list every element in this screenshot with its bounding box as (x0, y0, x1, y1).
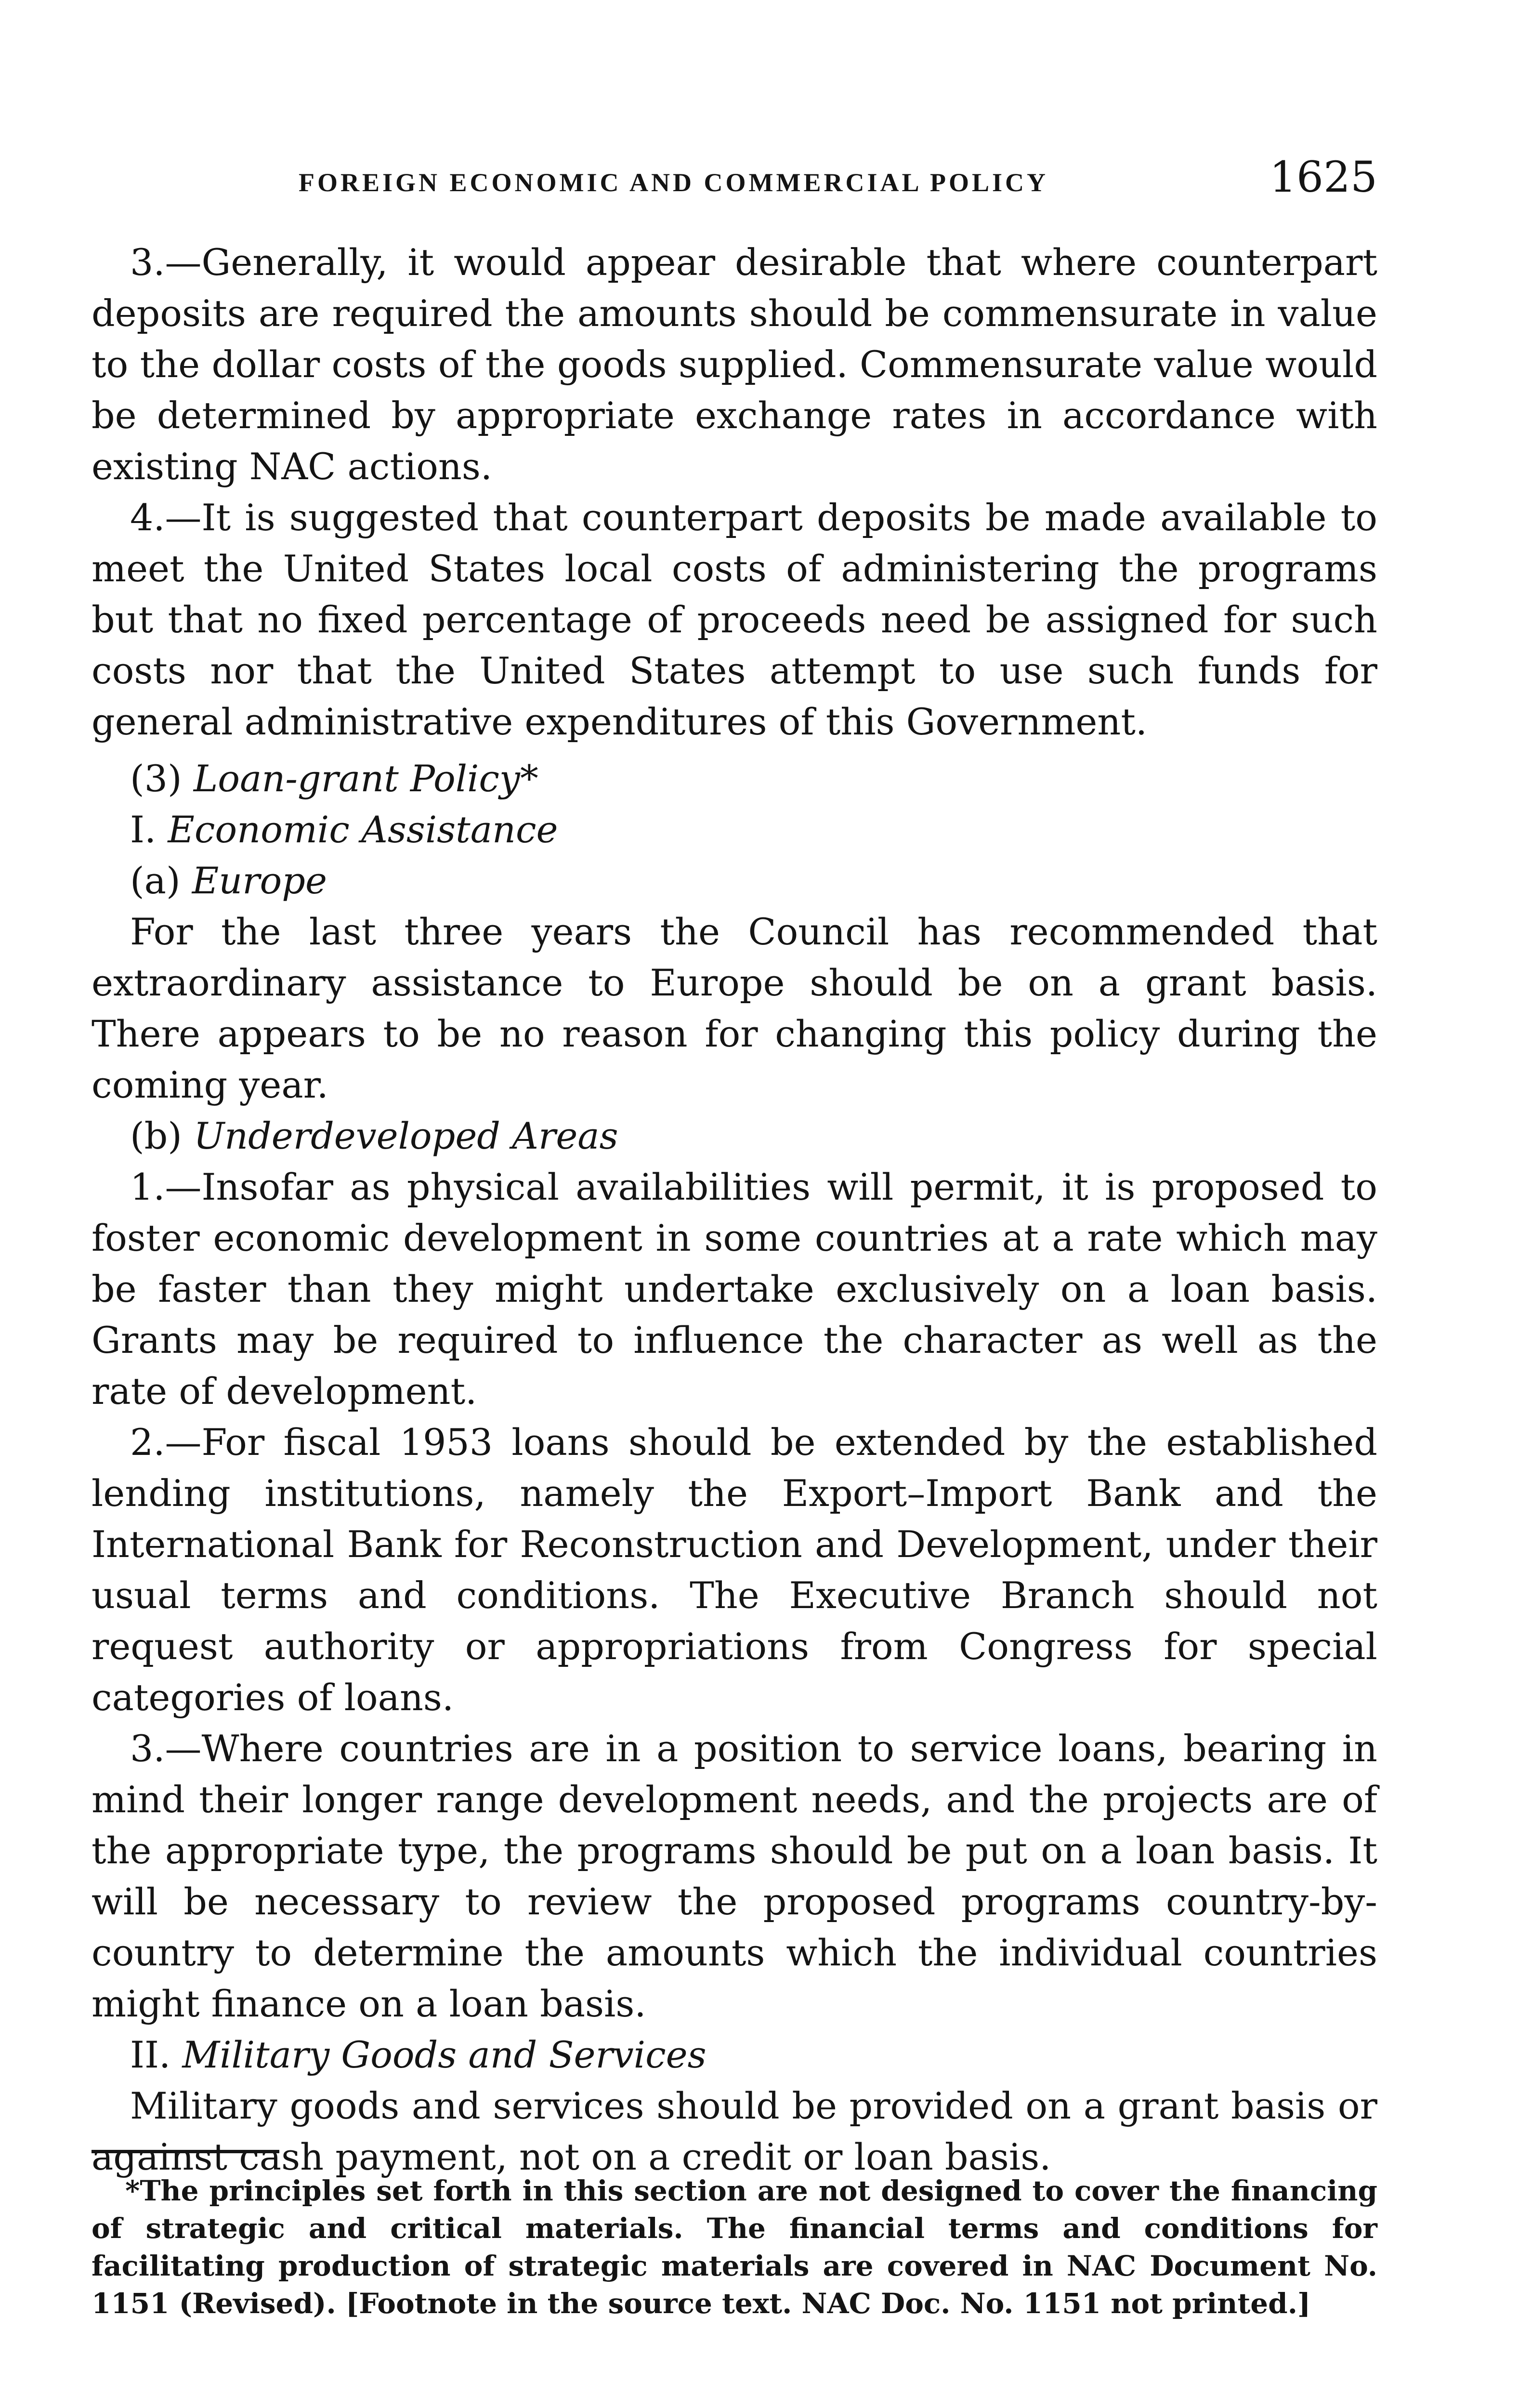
heading-number: (b) (130, 1114, 182, 1157)
heading-title: Loan-grant Policy* (193, 757, 538, 800)
running-title: FOREIGN ECONOMIC AND COMMERCIAL POLICY (299, 168, 1049, 197)
paragraph-europe: For the last three years the Council has recommended that extraordinary assistance to Europe should be on a grant basis. There appears to be no reason for changing this policy during the coming year. (92, 910, 1377, 1106)
footnote-divider (92, 2150, 279, 2153)
paragraph-military: Military goods and services should be provided on a grant basis or against cash payment, not on a credit or loan basis. (92, 2084, 1377, 2178)
heading-europe (92, 855, 1377, 906)
paragraph-counterpart-3: 3.—Generally, it would appear desirable that where counterpart deposits are required the amounts should be commensurate in value to the dollar costs of the goods supplied. Commensurate value would be determined by appropriate exchange rates in accordance with existing NAC actions. (92, 241, 1377, 488)
page-header (92, 153, 1377, 211)
paragraph-underdeveloped-3: 3.—Where countries are in a position to service loans, bearing in mind their longer range development needs, and the projects are of the appropriate type, the programs should be put on a loan basis. It will be necessary to review the proposed programs country-by-country to determine the amounts which the individual countries might finance on a loan basis. (92, 1727, 1377, 2025)
heading-loan-grant-policy (92, 753, 1377, 804)
heading-number: (3) (130, 757, 182, 800)
heading-number: II. (130, 2033, 171, 2076)
paragraph-underdeveloped-1: 1.—Insofar as physical availabilities will permit, it is proposed to foster economic development in some countries at a rate which may be faster than they might undertake exclusively on a loan basis. Grants may be required to influence the character as well as the rate of development. (92, 1165, 1377, 1413)
footnote (92, 2172, 1377, 2322)
paragraph-counterpart-4: 4.—It is suggested that counterpart deposits be made available to meet the United States local costs of administering the programs but that no fixed percentage of proceeds need be assigned for such costs nor that the United States attempt to use such funds for general administrative expenditures of this Government. (92, 496, 1377, 743)
heading-title: Underdeveloped Areas (194, 1114, 618, 1157)
heading-title: Europe (192, 859, 327, 902)
page-number: 1625 (1269, 152, 1377, 202)
heading-economic-assistance (92, 804, 1377, 855)
heading-number: (a) (130, 859, 181, 902)
footnote-text: *The principles set forth in this section are not designed to cover the financing of strategic and critical materials. The financial terms and conditions for facilitating production of strategic materials are covered in NAC Document No. 1151 (Revised). [Footnote in the source text. NAC Doc. No. 1151 not printed.] (92, 2174, 1377, 2320)
heading-title: Economic Assistance (168, 808, 558, 851)
heading-underdeveloped-areas (92, 1111, 1377, 1162)
body-text (92, 237, 1377, 2183)
heading-title: Military Goods and Services (182, 2033, 707, 2076)
heading-number: I. (130, 808, 157, 851)
heading-military-goods (92, 2029, 1377, 2081)
paragraph-underdeveloped-2: 2.—For fiscal 1953 loans should be extended by the established lending institutions, namely the Export–Import Bank and the International Bank for Reconstruction and Development, under their usual terms and conditions. The Executive Branch should not request authority or appropriations from Congress for special categories of loans. (92, 1421, 1377, 1719)
